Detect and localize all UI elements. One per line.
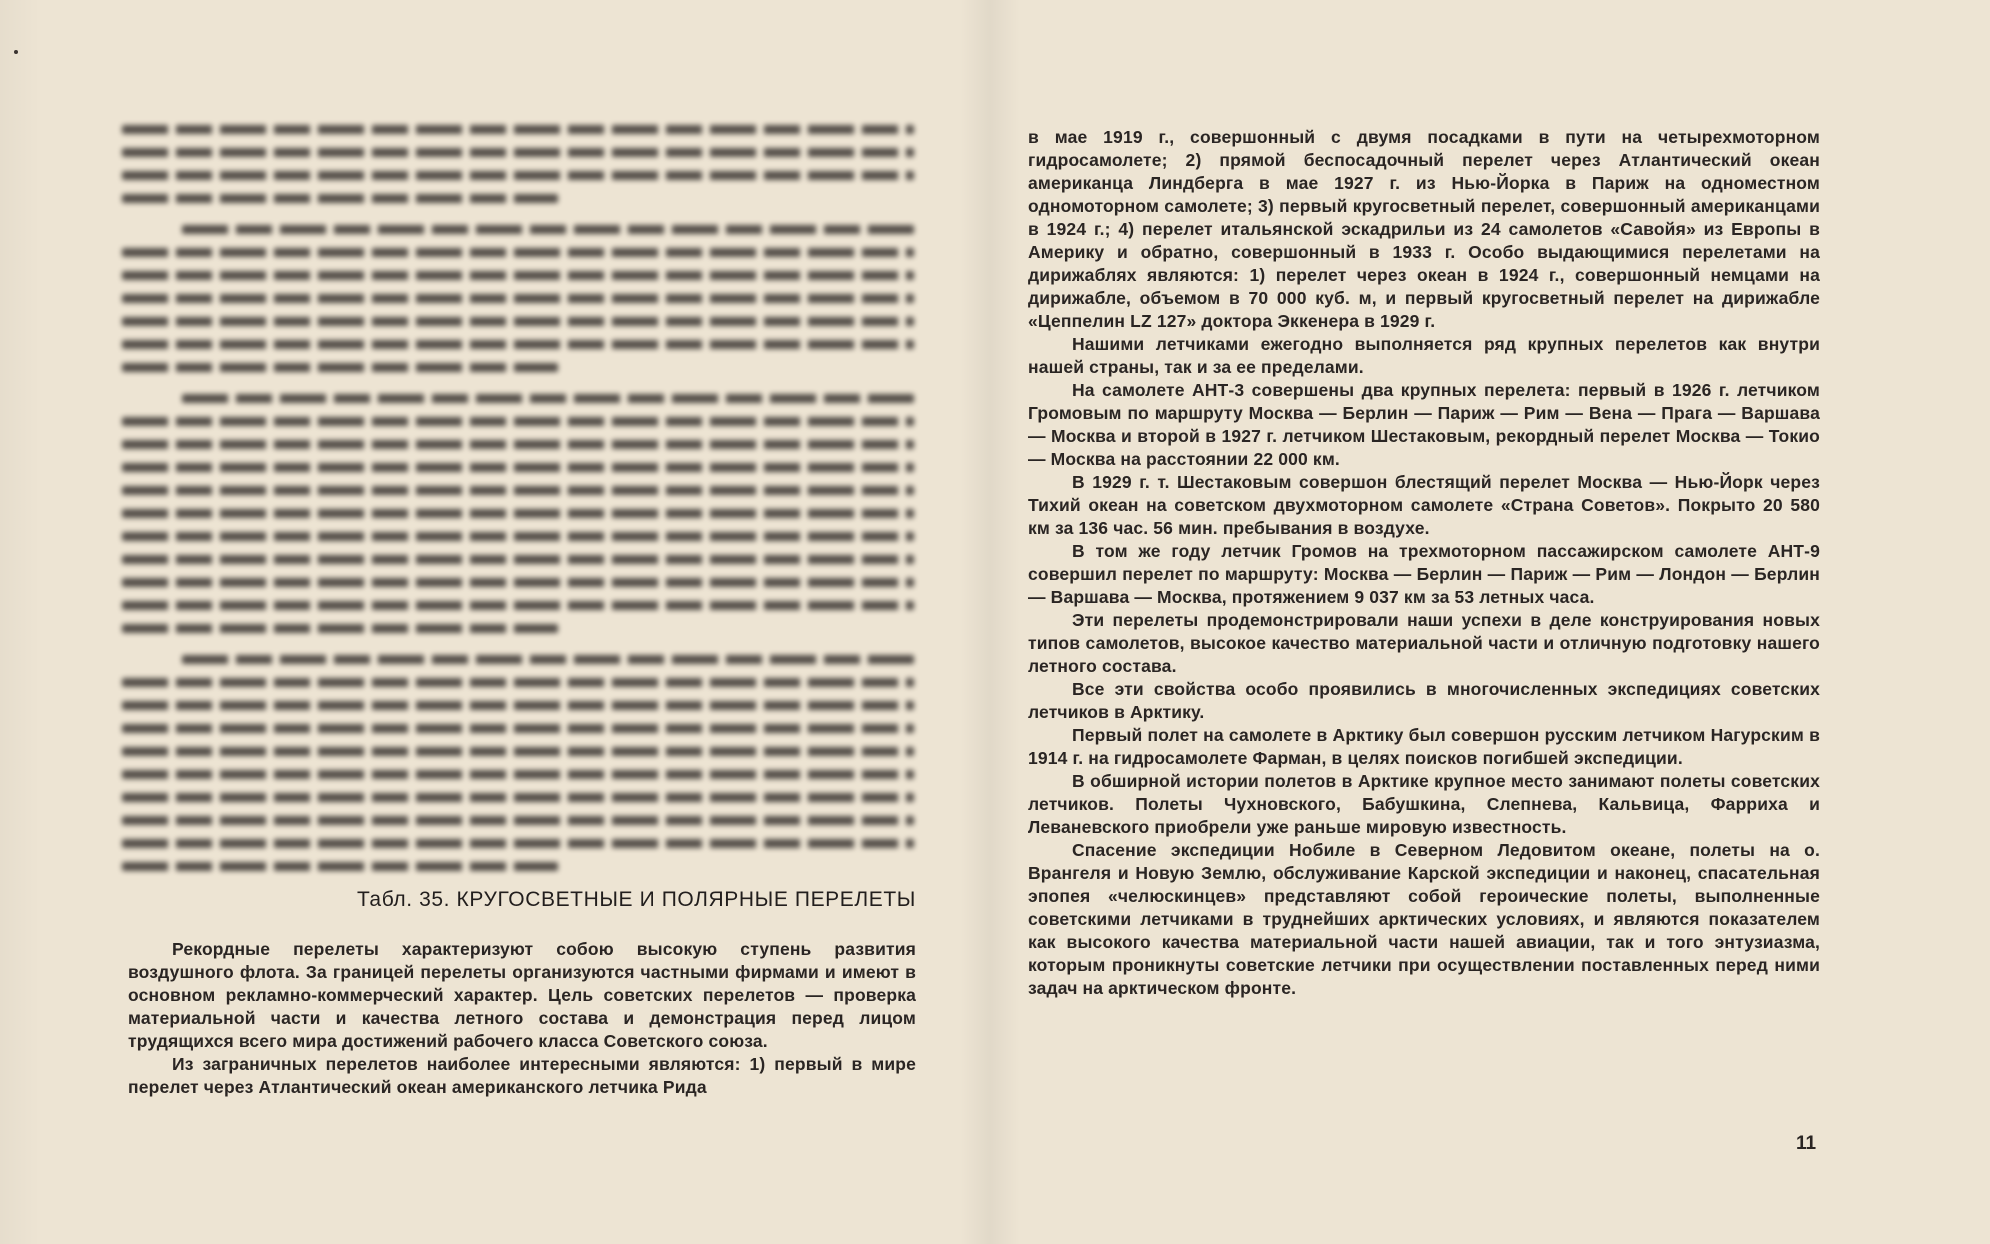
blurred-line [122,340,914,349]
paragraph: На самолете АНТ-3 совершены два крупных перелета: первый в 1926 г. летчиком Громовым по маршруту Москва — Берлин — Париж — Рим — Вена — Прага — Варшава — Москва и второй в 1927 г. летчиком Шестаковым, рекордный перелет Москва — Токио — Москва на расстоянии 22 000 км. [1028,380,1820,469]
blurred-line [122,578,914,587]
blurred-line [122,248,914,257]
blurred-line [122,317,914,326]
blurred-line [182,394,914,403]
blurred-line [122,171,914,180]
paragraph: Из заграничных перелетов наиболее интересными являются: 1) первый в мире перелет через Атлантический океан американского летчика Рида [128,1054,916,1097]
blurred-line [122,440,914,449]
left-page [128,888,916,1099]
blurred-line [122,555,914,564]
blurred-line [122,862,558,871]
blurred-line [182,655,914,664]
paragraph: В том же году летчик Громов на трехмоторном пассажирском самолете АНТ-9 совершил перелет по маршруту: Москва — Берлин — Париж — Рим — Лондон — Берлин — Варшава — Москва, протяжением 9 037 км за 53 летных часа. [1028,541,1820,607]
blurred-line [122,793,914,802]
page-number: 11 [1796,1133,1817,1154]
blurred-line [122,194,558,203]
right-page [1028,126,1820,1000]
blurred-line [122,747,914,756]
blurred-line [122,417,914,426]
paragraph: в мае 1919 г., совершонный с двумя посадками в пути на четырехмоторном гидросамолете; 2) прямой беспосадочный перелет через Атлантический океан американца Линдберга в мае 1927 г. из Нью-Йорка в Париж на одноместном одномоторном самолете; 3) первый кругосветный перелет, совершонный американцами в 1924 г.; 4) перелет итальянской эскадрильи из 24 самолетов «Савойя» из Европы в Америку и обратно, совершонный в 1933 г. Особо выдающимися перелетами на дирижаблях являются: 1) перелет через океан в 1924 г., совершонный немцами на дирижабле, объемом в 70 000 куб. м, и первый кругосветный перелет на дирижабле «Цеппелин LZ 127» доктора Эккенера в 1929 г. [1028,127,1820,331]
blurred-line [122,148,914,157]
blurred-line [122,839,914,848]
blurred-text-block [122,125,914,865]
blurred-line [122,624,558,633]
paragraph: Спасение экспедиции Нобиле в Северном Ледовитом океане, полеты на о. Врангеля и Новую Землю, обслуживание Карской экспедиции и наконец, спасательная эпопея «челюскинцев» представляют собой героические полеты, выполненные советскими летчиками в труднейших арктических условиях, и являются показателем как высокого качества материальной части нашей авиации, так и того энтузиазма, которым проникнуты советские летчики при осуществлении поставленных перед ними задач на арктическом фронте. [1028,840,1820,998]
blurred-line [122,678,914,687]
blurred-line [122,816,914,825]
paragraph: Все эти свойства особо проявились в многочисленных экспедициях советских летчиков в Арктику. [1028,679,1820,722]
blurred-line [122,724,914,733]
blurred-line [122,486,914,495]
blurred-line [122,701,914,710]
ink-speck [14,50,18,54]
paragraph: Нашими летчиками ежегодно выполняется ряд крупных перелетов как внутри нашей страны, так и за ее пределами. [1028,334,1820,377]
paragraph: Первый полет на самолете в Арктику был совершон русским летчиком Нагурским в 1914 г. на гидросамолете Фарман, в целях поисков погибшей экспедиции. [1028,725,1820,768]
blurred-line [122,770,914,779]
blurred-line [122,271,914,280]
blurred-line [182,225,914,234]
blurred-line [122,363,558,372]
blurred-line [122,532,914,541]
paragraph: Эти перелеты продемонстрировали наши успехи в деле конструирования новых типов самолетов, высокое качество материальной части и отличную подготовку нашего летного состава. [1028,610,1820,676]
paragraph: В 1929 г. т. Шестаковым совершон блестящий перелет Москва — Нью-Йорк через Тихий океан на советском двухмоторном самолете «Страна Советов». Покрыто 20 580 км за 136 час. 56 мин. пребывания в воздухе. [1028,472,1820,538]
blurred-line [122,509,914,518]
blurred-line [122,125,914,134]
paragraph: Рекордные перелеты характеризуют собою высокую ступень развития воздушного флота. За границей перелеты организуются частными фирмами и имеют в основном рекламно-коммерческий характер. Цель советских перелетов — проверка материальной части и качества летного состава и демонстрация перед лицом трудящихся всего мира достижений рабочего класса Советского союза. [128,939,916,1051]
table-heading: Табл. 35. КРУГОСВЕТНЫЕ И ПОЛЯРНЫЕ ПЕРЕЛЕТЫ [356,888,916,911]
blurred-line [122,294,914,303]
blurred-line [122,601,914,610]
paragraph: В обширной истории полетов в Арктике крупное место занимают полеты советских летчиков. Полеты Чухновского, Бабушкина, Слепнева, Кальвица, Фарриха и Леваневского приобрели уже раньше мировую известность. [1028,771,1820,837]
blurred-line [122,463,914,472]
